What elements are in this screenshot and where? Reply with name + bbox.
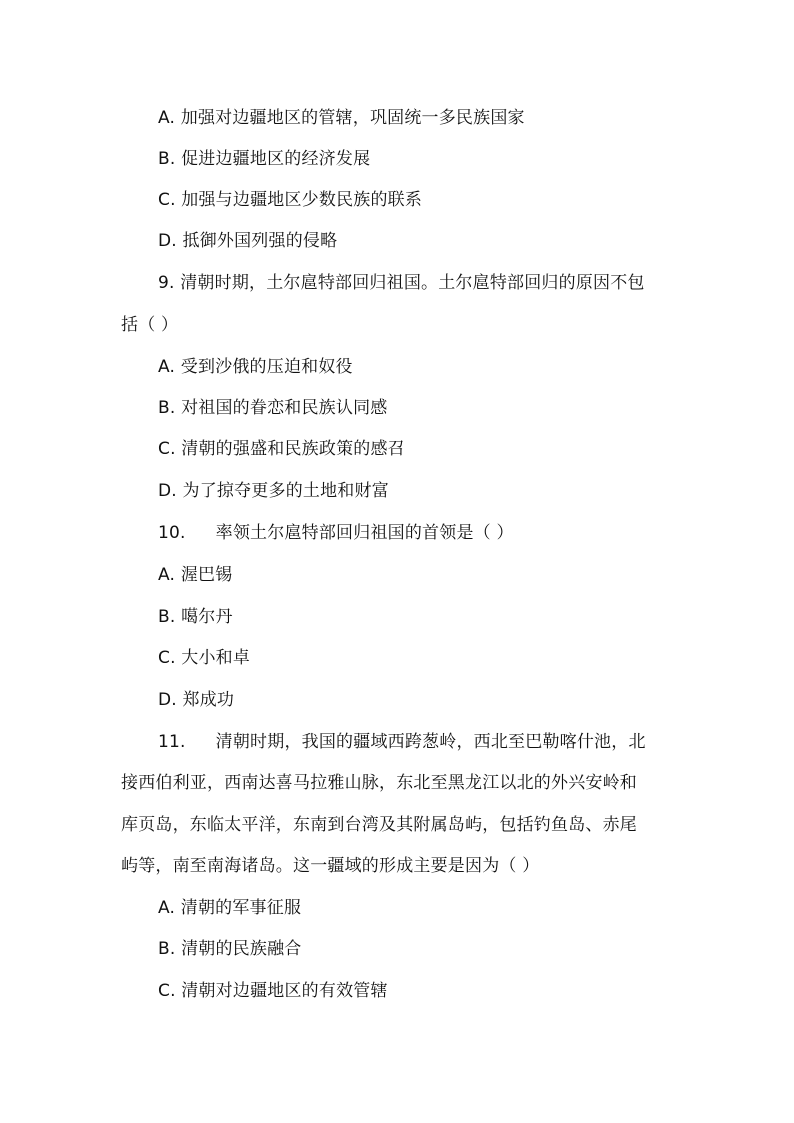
q10-stem [158,521,514,545]
q11-stem-line2: 接西伯利亚，西南达喜马拉雅山脉，东北至黑龙江以北的外兴安岭和 [121,773,637,793]
q11-number: 11. [158,732,186,752]
q10-option-a: A. 渥巴锡 [158,565,233,585]
q8-option-c: C. 加强与边疆地区少数民族的联系 [158,190,423,210]
q11-stem-line3: 库页岛，东临太平洋，东南到台湾及其附属岛屿，包括钓鱼岛、赤尾 [121,815,637,835]
q9-stem-line1: 9. 清朝时期，土尔扈特部回归祖国。土尔扈特部回归的原因不包 [158,273,645,293]
q11-option-a: A. 清朝的军事征服 [158,898,302,918]
q10-option-b: B. 噶尔丹 [158,607,233,627]
q11-stem-text1: 清朝时期，我国的疆域西跨葱岭，西北至巴勒喀什池，北 [215,732,646,752]
q11-stem-line4: 屿等，南至南海诸岛。这一疆域的形成主要是因为（ ） [121,856,540,876]
q9-option-c: C. 清朝的强盛和民族政策的感召 [158,439,405,459]
q8-option-a: A. 加强对边疆地区的管辖，巩固统一多民族国家 [158,108,525,128]
q8-option-d: D. 抵御外国列强的侵略 [158,231,338,251]
q11-option-c: C. 清朝对边疆地区的有效管辖 [158,981,388,1001]
q10-number: 10. [158,523,186,543]
q9-option-d: D. 为了掠夺更多的土地和财富 [158,481,389,501]
q10-option-d: D. 郑成功 [158,690,235,710]
q9-stem-line2: 括（ ） [121,315,179,335]
q10-option-c: C. 大小和卓 [158,648,251,668]
q11-stem-line1 [158,730,646,754]
q8-option-b: B. 促进边疆地区的经济发展 [158,149,371,169]
q11-option-b: B. 清朝的民族融合 [158,939,302,959]
q9-option-a: A. 受到沙俄的压迫和奴役 [158,357,353,377]
q10-stem-text: 率领土尔扈特部回归祖国的首领是（ ） [215,523,514,543]
q9-option-b: B. 对祖国的眷恋和民族认同感 [158,398,388,418]
